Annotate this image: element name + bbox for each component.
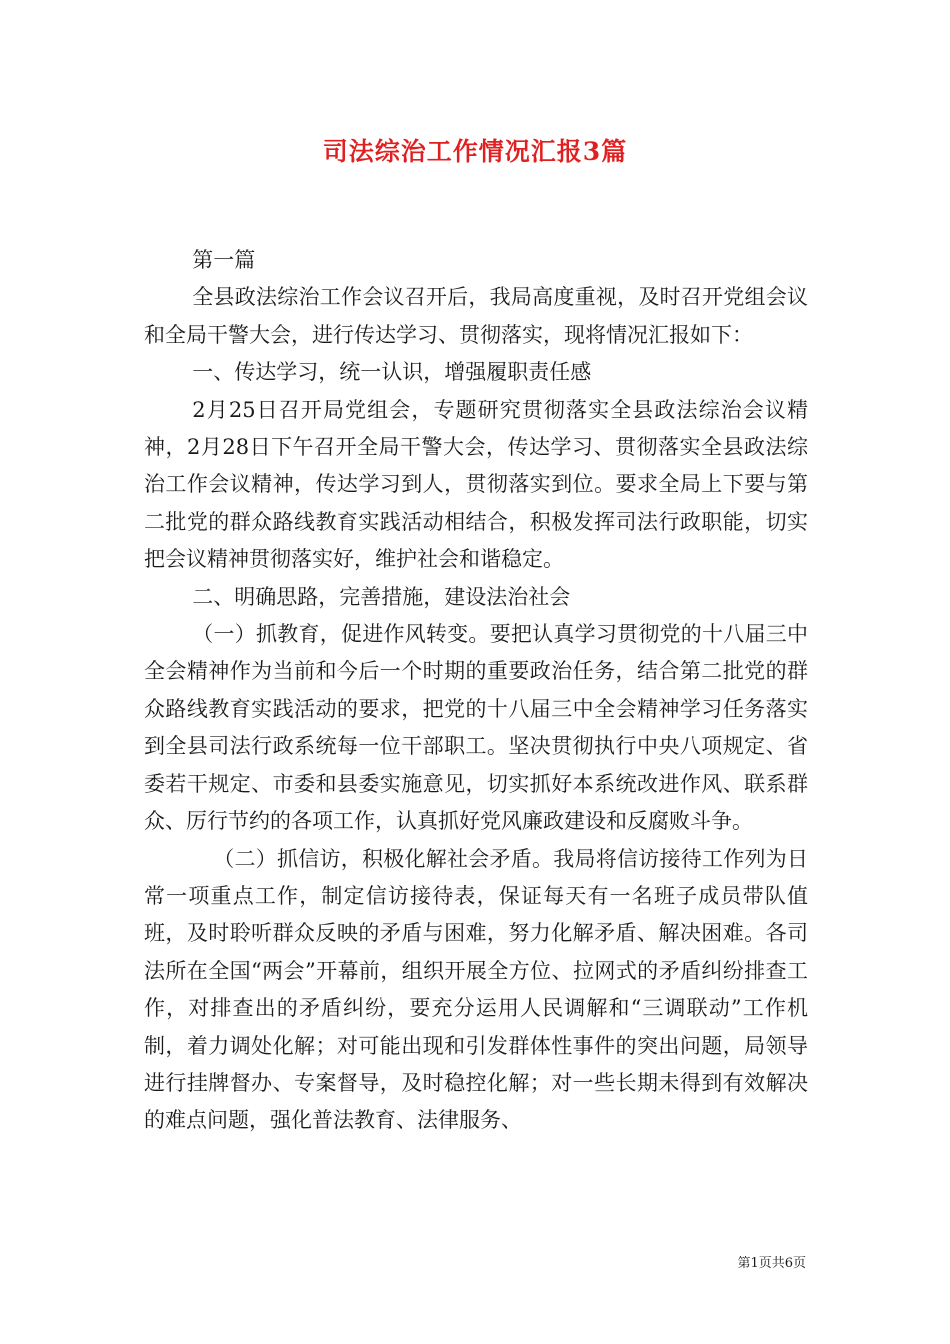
body-paragraph: （一）抓教育，促进作风转变。要把认真学习贯彻党的十八届三中全会精神作为当前和今后一个时期的重要政治任务，结合第二批党的群众路线教育实践活动的要求，把党的十八届三中全会精神学习任务落实到全县司法行政系统每一位干部职工。坚决贯彻执行中央八项规定、省委若干规定、市委和县委实施意见，切实抓好本系统改进作风、联系群众、厉行节约的各项工作，认真抓好党风廉政建设和反腐败斗争。 [144, 622, 808, 834]
section-label: 第一篇 [192, 248, 256, 272]
document-title: 司法综治工作情况汇报3篇 [322, 137, 628, 166]
body-paragraph: （二）抓信访，积极化解社会矛盾。我局将信访接待工作列为日常一项重点工作，制定信访接待表，保证每天有一名班子成员带队值班，及时聆听群众反映的矛盾与困难，努力化解矛盾、解决困难。各司法所在全国“两会”开幕前，组织开展全方位、拉网式的矛盾纠纷排查工作，对排查出的矛盾纠纷，要充分运用人民调解和“三调联动”工作机制，着力调处化解；对可能出现和引发群体性事件的突出问题，局领导进行挂牌督办、专案督导，及时稳控化解；对一些长期未得到有效解决的难点问题，强化普法教育、法律服务、 [144, 846, 808, 1133]
document-body [144, 242, 808, 1140]
section-heading: 一、传达学习，统一认识，增强履职责任感 [192, 360, 592, 385]
section-heading: 二、明确思路，完善措施，建设法治社会 [192, 584, 571, 609]
page-number: 第1页共6页 [737, 1256, 806, 1271]
intro-paragraph: 全县政法综治工作会议召开后，我局高度重视，及时召开党组会议和全局干警大会，进行传达学习、贯彻落实，现将情况汇报如下： [144, 285, 808, 347]
body-paragraph: 2月25日召开局党组会，专题研究贯彻落实全县政法综治会议精神，2月28日下午召开全局干警大会，传达学习、贯彻落实全县政法综治工作会议精神，传达学习到人，贯彻落实到位。要求全局上下要与第二批党的群众路线教育实践活动相结合，积极发挥司法行政职能，切实把会议精神贯彻落实好，维护社会和谐稳定。 [144, 397, 808, 572]
